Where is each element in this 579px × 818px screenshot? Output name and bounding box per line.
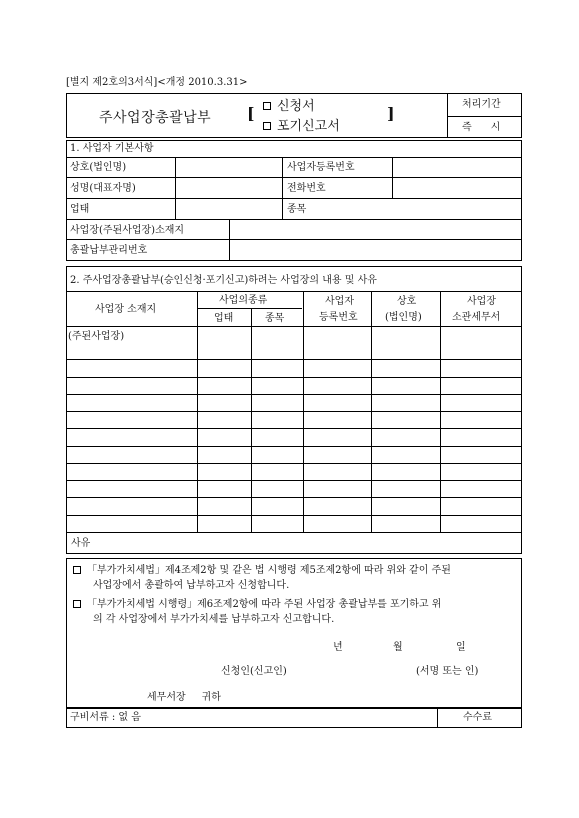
date-month: 월: [393, 642, 403, 653]
col-name-2: (법인명): [385, 312, 422, 323]
required-documents: 구비서류 : 없 음: [70, 712, 141, 723]
option-waiver[interactable]: 포기신고서: [263, 120, 340, 133]
label-reg-no: 사업자등록번호: [287, 162, 355, 173]
date-year: 년: [333, 642, 343, 653]
section2-heading: 2. 주사업장총괄납부(승인신청·포기신고)하려는 사업장의 내용 및 사유: [70, 275, 377, 286]
label-location: 사업장(주된사업장)소재지: [70, 225, 185, 236]
section1-heading: 1. 사업자 기본사항: [70, 143, 154, 154]
label-business-type: 업태: [70, 204, 90, 215]
main-workplace-label: (주된사업장): [68, 331, 125, 342]
fee-label: 수수료: [463, 712, 492, 723]
label-business-item: 종목: [287, 204, 307, 215]
checkbox-application[interactable]: [263, 102, 271, 110]
section-basic-info: [66, 140, 522, 261]
col-office-1: 사업장: [467, 296, 496, 307]
col-name-1: 상호: [397, 296, 417, 307]
signature-label: (서명 또는 인): [416, 666, 479, 677]
section-declaration: [66, 558, 522, 708]
declaration-application[interactable]: 「부가가치세법」제4조제2항 및 같은 법 시행령 제5조제2항에 따라 위와 같이 주된: [73, 566, 451, 576]
checkbox-waiver[interactable]: [263, 122, 271, 130]
title-block: [66, 93, 522, 138]
form-title: 주사업장총괄납부: [99, 110, 212, 126]
checkbox-declaration-application[interactable]: [73, 566, 81, 574]
col-kind-item: 종목: [265, 313, 285, 324]
reason-label: 사유: [71, 538, 91, 549]
section-workplaces: [66, 266, 522, 554]
tax-office-addressee: 세무서장 귀하: [147, 692, 221, 703]
bracket-open: [: [247, 104, 255, 123]
col-location: 사업장 소재지: [95, 304, 157, 315]
date-day: 일: [456, 642, 466, 653]
declaration-application-line2: 사업장에서 총괄하여 납부하고자 신청합니다.: [93, 580, 290, 591]
col-reg-2: 등록번호: [319, 312, 358, 323]
label-trade-name: 상호(법인명): [70, 162, 127, 173]
footer-row: [66, 708, 522, 728]
processing-period-label: 처리기간: [462, 99, 501, 110]
applicant-label: 신청인(신고인): [221, 666, 287, 677]
col-kind-type: 업태: [214, 313, 234, 324]
form-number-header: [별지 제2호의3서식]<개정 2010.3.31>: [66, 77, 248, 88]
col-office-2: 소관세무서: [452, 312, 501, 323]
label-phone: 전화번호: [287, 183, 326, 194]
col-reg-1: 사업자: [325, 296, 354, 307]
checkbox-declaration-waiver[interactable]: [73, 600, 81, 608]
option-application[interactable]: 신청서: [263, 100, 315, 113]
declaration-waiver-line2: 의 각 사업장에서 부가가치세를 납부하고자 신고합니다.: [93, 614, 335, 625]
col-business-kind: 사업의종류: [219, 295, 268, 306]
bracket-close: ]: [387, 104, 395, 123]
processing-period-value: 즉 시: [462, 122, 501, 133]
declaration-waiver[interactable]: 「부가가치세법 시행령」제6조제2항에 따라 주된 사업장 총괄납부를 포기하고 위: [73, 600, 441, 610]
label-mgmt-no: 총괄납부관리번호: [70, 245, 148, 256]
label-rep-name: 성명(대표자명): [70, 183, 136, 194]
